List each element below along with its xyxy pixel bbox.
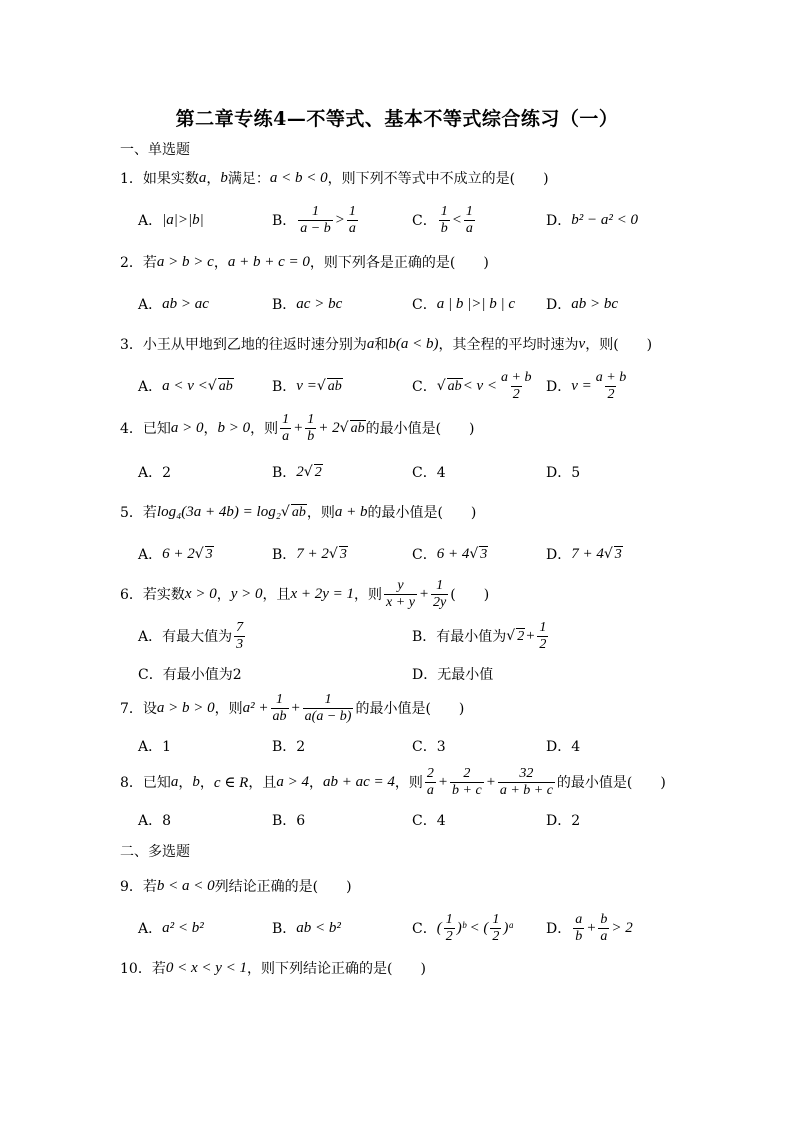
- fraction: $\frac{1}{2y}$: [433, 577, 447, 610]
- option-c: C．有最小值为2: [138, 667, 242, 683]
- question-8: 8． 已知 a ， b ， c ∈ R ，且 a > 4 ， ab + ac = 4 ，则 $\frac{2}{a}$ + $\frac{2}{b + c}$ + $\frac{32}{a + b + c}$ 的最小值是( ): [120, 765, 666, 798]
- question-1: [120, 158, 549, 198]
- math-expr: a < b < 0: [269, 169, 328, 186]
- option-d: D．5: [546, 465, 581, 481]
- question-9: 9． 若 b < a < 0 列结论正确的是( ): [120, 877, 352, 895]
- fraction: $\frac{1}{2}$: [445, 911, 453, 944]
- option-c: C．4: [412, 813, 446, 829]
- question-5: 5． 若 log₄(3a + 4b) = log₂ √ ab ，则 a + b 的最小值是( ): [120, 503, 477, 521]
- fraction: $\frac{1}{ab}$: [272, 691, 287, 724]
- fraction: $\frac{y}{x + y}$: [386, 577, 415, 610]
- option-b: B． 7 + 2 √ 3: [272, 545, 347, 563]
- option-c: C．4: [412, 465, 446, 481]
- option-b: B． 2 √ 2: [272, 463, 322, 481]
- page-title: 第二章专练4—不等式、基本不等式综合练习（一）: [175, 108, 619, 130]
- option-d: D．2: [546, 813, 581, 829]
- fraction: $\frac{a + b}{2}$: [595, 369, 627, 402]
- fraction: $\frac{32}{a + b + c}$: [499, 765, 553, 798]
- fraction: $\frac{1}{2}$: [492, 911, 500, 944]
- fraction: $\frac{1}{a}$: [282, 411, 290, 444]
- fraction: $\frac{a}{b}$: [575, 911, 583, 944]
- fraction: $\frac{2}{a}$: [426, 765, 434, 798]
- question-10: 10． 若 0 < x < y < 1 ，则下列结论正确的是( ): [120, 959, 426, 977]
- option-c: C． ( $\frac{1}{2}$ )ᵇ < ( $\frac{1}{2}$ )ᵃ: [412, 911, 515, 944]
- option-a: A． a < v < √ ab: [138, 377, 233, 395]
- fraction: $\frac{a + b}{2}$: [501, 369, 532, 402]
- fraction: $\frac{1}{b}$: [440, 203, 448, 236]
- fraction: $\frac{1}{a}$: [465, 203, 473, 236]
- option-a: A． |a|>|b|: [138, 211, 204, 229]
- option-a: A．1: [138, 739, 172, 755]
- option-b: B．2: [272, 739, 306, 755]
- option-b: B．6: [272, 813, 306, 829]
- option-b: B． v = √ ab: [272, 377, 342, 395]
- section-single-choice: 一、单选题: [120, 142, 190, 158]
- option-d: D． 7 + 4 √ 3: [546, 545, 622, 563]
- option-c: C． √ ab < v < $\frac{a + b}{2}$: [412, 369, 532, 402]
- option-b: B． ab < b²: [272, 919, 341, 937]
- fraction: $\frac{b}{a}$: [600, 911, 608, 944]
- option-a: A．2: [138, 465, 172, 481]
- fraction: $\frac{1}{a - b}$: [300, 203, 331, 236]
- question-text: 如果实数: [142, 171, 199, 187]
- fraction: $\frac{1}{a}$: [348, 203, 356, 236]
- question-text: ，则下列不等式中不成立的是( ): [327, 171, 549, 187]
- fraction: $\frac{1}{a(a - b)}$: [304, 691, 352, 724]
- question-number: 1．: [120, 171, 143, 187]
- question-3: 3． 小王从甲地到乙地的往返时速分别为 a 和 b(a < b) ，其全程的平均时速为 v ，则( ): [120, 335, 653, 353]
- math-var: a: [198, 169, 207, 186]
- option-a: A．有最大值为 $\frac{7}{3}$: [138, 619, 244, 652]
- option-a: A． a² < b²: [138, 919, 204, 937]
- question-6: 6． 若实数 x > 0 ， y > 0 ，且 x + 2y = 1 ，则 $\frac{y}{x + y}$ + $\frac{1}{2y}$ ( ): [120, 577, 490, 610]
- fraction: $\frac{1}{b}$: [307, 411, 315, 444]
- option-d: D． b² − a² < 0: [546, 211, 638, 229]
- question-2: 2． 若 a > b > c ， a + b + c = 0 ，则下列各是正确的是( ): [120, 253, 489, 271]
- option-a: A． ab > ac: [138, 295, 209, 313]
- option-b: B． $\frac{1}{a - b}$ > $\frac{1}{a}$: [272, 203, 356, 236]
- option-c: C． 6 + 4 √ 3: [412, 545, 488, 563]
- option-d: D．4: [546, 739, 581, 755]
- option-d: D． v = $\frac{a + b}{2}$: [546, 369, 627, 402]
- option-a: A． 6 + 2 √ 3: [138, 545, 213, 563]
- option-c: C． $\frac{1}{b}$ < $\frac{1}{a}$: [412, 203, 473, 236]
- fraction: $\frac{7}{3}$: [236, 619, 244, 652]
- math-var: b: [220, 169, 228, 186]
- fraction: $\frac{2}{b + c}$: [452, 765, 482, 798]
- option-d: D．无最小值: [412, 667, 494, 683]
- question-7: 7． 设 a > b > 0 ，则 a² + $\frac{1}{ab}$ + $\frac{1}{a(a - b)}$ 的最小值是( ): [120, 691, 465, 724]
- option-b: B． ac > bc: [272, 295, 343, 313]
- fraction: $\frac{1}{2}$: [539, 619, 547, 652]
- option-d: D． ab > bc: [546, 295, 619, 313]
- question-text: ，: [206, 171, 221, 187]
- section-multi-choice: 二、多选题: [120, 844, 190, 860]
- option-c: C． a | b |>| b | c: [412, 295, 515, 313]
- option-c: C．3: [412, 739, 446, 755]
- option-d: D． $\frac{a}{b}$ + $\frac{b}{a}$ > 2: [546, 911, 633, 944]
- question-4: 4． 已知 a > 0 ， b > 0 ，则 $\frac{1}{a}$ + $\frac{1}{b}$ + 2 √ ab 的最小值是( ): [120, 411, 475, 444]
- option-b: B．有最小值为 √ 2 + $\frac{1}{2}$: [412, 619, 547, 652]
- option-a: A．8: [138, 813, 172, 829]
- question-text: 满足：: [227, 171, 270, 187]
